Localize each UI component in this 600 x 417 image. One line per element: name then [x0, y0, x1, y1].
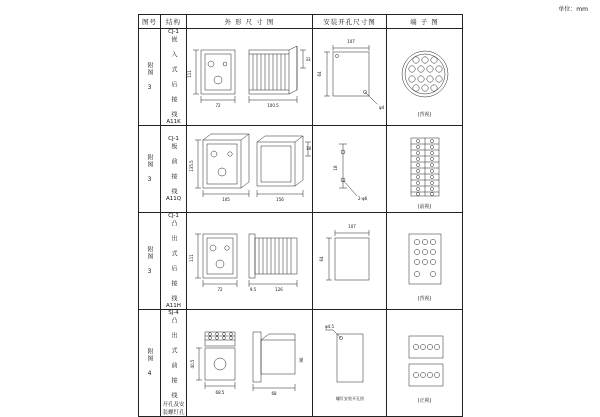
mounting-drawing-1: [313, 34, 387, 120]
dim-label: 107: [347, 39, 355, 44]
outline-drawing-2: [187, 126, 313, 212]
fig-no-label: 附图 3: [146, 62, 153, 92]
structure-code-bottom: 开孔及安装螺钉孔: [162, 402, 185, 416]
cell-terminal-diagram: [387, 310, 463, 417]
cell-mounting-drawing: [313, 310, 387, 417]
structure-code-top: CJ-1: [168, 213, 179, 219]
terminal-diagram-3: [387, 218, 463, 304]
terminal-note: (背视): [417, 112, 432, 118]
terminal-note: (前视): [417, 204, 432, 210]
header-outline: 外 形 尺 寸 图: [187, 15, 313, 29]
dim-label: 105: [222, 197, 230, 202]
terminal-diagram-1: [387, 34, 463, 120]
fig-no-label: 附图 4: [146, 348, 153, 378]
cell-fig-no: [139, 213, 161, 310]
dim-label: 18: [333, 165, 338, 171]
cell-outline-drawing: [187, 310, 313, 417]
structure-label: 嵌 入 式 后 接 线: [170, 36, 177, 118]
cell-mounting-drawing: [313, 126, 387, 213]
dim-label: 64: [319, 256, 324, 262]
header-terminal: 端 子 图: [387, 15, 463, 29]
dim-label: φ4: [379, 105, 385, 110]
terminal-diagram-4: [387, 320, 463, 406]
unit-note: 单位：mm: [558, 6, 588, 13]
header-structure: 结构: [161, 15, 187, 29]
dim-label: 156: [276, 197, 284, 202]
dim-label: 126: [275, 287, 283, 292]
cell-outline-drawing: [187, 213, 313, 310]
structure-code-top: SJ-4: [168, 310, 179, 316]
cell-structure: [161, 213, 187, 310]
table-row: [139, 310, 463, 417]
outline-drawing-4: [187, 320, 313, 406]
terminal-diagram-2: [387, 126, 463, 212]
cell-mounting-drawing: [313, 213, 387, 310]
cell-terminal-diagram: [387, 29, 463, 126]
dim-label: 18: [305, 146, 311, 151]
dim-label: 107: [348, 224, 356, 229]
dim-label: 40.5: [190, 359, 195, 369]
table-row: [139, 29, 463, 126]
mounting-drawing-4: [313, 320, 387, 406]
dim-label: φ4.5: [325, 324, 334, 329]
terminal-note: (背视): [417, 296, 432, 302]
table-header-row: [139, 15, 463, 29]
dim-label: 9.5: [249, 287, 257, 292]
structure-code-bottom: A11H: [166, 303, 181, 309]
mounting-drawing-2: [313, 126, 387, 212]
dim-label: 100.5: [267, 103, 279, 108]
table-row: [139, 213, 463, 310]
cell-fig-no: [139, 29, 161, 126]
header-mounting: 安装开孔尺寸图: [313, 15, 387, 29]
structure-code-bottom: A11Q: [165, 196, 182, 202]
dim-label: 111: [189, 254, 194, 262]
dim-label: 68: [271, 391, 277, 396]
dim-label: 72: [217, 287, 223, 292]
cell-fig-no: [139, 126, 161, 213]
structure-code-top: CJ-1: [168, 136, 179, 142]
cell-structure: [161, 310, 187, 417]
dim-label: 135.5: [189, 160, 194, 172]
cell-fig-no: [139, 310, 161, 417]
dim-label: 64: [317, 71, 322, 77]
cell-terminal-diagram: [387, 213, 463, 310]
dim-label: 螺钉安装开孔图: [336, 396, 364, 401]
cell-outline-drawing: [187, 29, 313, 126]
cell-terminal-diagram: [387, 126, 463, 213]
header-fig-no: 图号: [139, 15, 161, 29]
spec-table: [138, 14, 463, 417]
structure-label: 凸 出 式 前 接 线: [170, 317, 177, 399]
structure-label: 凸 出 式 后 接 线: [170, 220, 177, 302]
dim-label: 96: [299, 357, 304, 363]
structure-code-bottom: A11K: [166, 119, 181, 125]
structure-code-top: CJ-1: [168, 29, 179, 35]
fig-no-label: 附图 3: [146, 246, 153, 276]
cell-structure: [161, 126, 187, 213]
mounting-drawing-3: [313, 218, 387, 304]
dim-label: 2-φ6: [358, 196, 368, 201]
fig-no-label: 附图 3: [146, 154, 153, 184]
structure-label: 板 前 接 线: [170, 143, 177, 195]
dim-label: 111: [187, 70, 192, 78]
cell-outline-drawing: [187, 126, 313, 213]
cell-structure: [161, 29, 187, 126]
terminal-note: (正视): [417, 398, 432, 404]
dim-label: 72: [215, 103, 221, 108]
outline-drawing-1: [187, 34, 313, 120]
table-row: [139, 126, 463, 213]
outline-drawing-3: [187, 218, 313, 304]
dim-label: 68.5: [215, 390, 225, 395]
cell-mounting-drawing: [313, 29, 387, 126]
dim-label: 33: [305, 57, 311, 62]
